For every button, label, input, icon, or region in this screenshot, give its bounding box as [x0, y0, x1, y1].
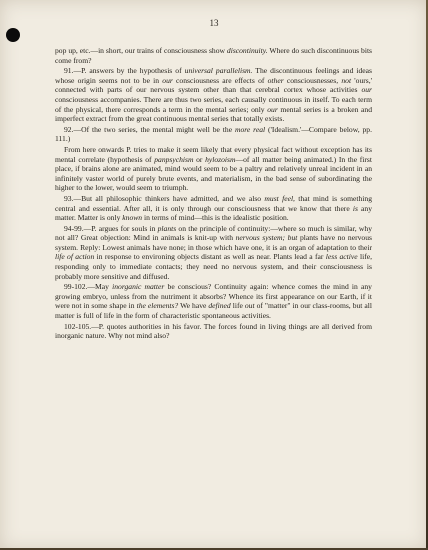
italic-text: known: [122, 213, 143, 223]
italic-text: hylozoism: [205, 154, 236, 164]
italic-text: is: [352, 203, 358, 213]
paragraph: [55, 224, 372, 282]
text-run: in response to environing objects distant as well as near. Plants lead a far: [94, 252, 326, 262]
italic-text: other: [267, 75, 284, 85]
text-run: Where do such discontinuous bits come from?: [55, 46, 373, 65]
italic-text: must feel,: [264, 193, 295, 203]
italic-text: less active: [325, 252, 358, 262]
text-run: any matter. Matter is only: [55, 203, 372, 223]
text-run: consciousness accompanies. There are thus two series, each causally continuous in itself. To each term of the physical, there corresponds a term in the mental series; only: [55, 94, 372, 114]
italic-text: nervous system; but: [235, 233, 298, 243]
italic-text: life of action: [55, 252, 95, 262]
paragraph: [55, 66, 372, 124]
paragraph: [55, 322, 372, 341]
text-run: consciousnesses,: [283, 75, 342, 85]
text-run: on the principle of continuity:—where so much is similar, why not all? Great objection: Mind in animals is knit-up with: [55, 223, 372, 243]
text-run: of "matter" in our class-rooms, but all matter is full of life in the form of characteristic spontaneous activities.: [55, 301, 372, 321]
italic-text: not: [341, 75, 352, 85]
paragraph: [55, 282, 372, 320]
text-run: 93.—But all philosophic thinkers have admitted, and we also: [64, 193, 265, 203]
paragraph: [55, 145, 372, 193]
italic-text: discontinuity.: [226, 46, 268, 55]
italic-text: plants: [157, 223, 177, 233]
body-text: [55, 46, 372, 342]
paragraph: [55, 46, 372, 65]
text-run: consciousness are effects of: [172, 75, 268, 85]
italic-text: our: [162, 75, 173, 85]
paragraph: [55, 194, 372, 223]
italic-text: inorganic matter: [112, 282, 165, 292]
italic-text: panpsychism: [154, 154, 194, 164]
italic-text: more real: [234, 124, 266, 134]
text-run: 91.—P. answers by the hypothesis of: [64, 66, 185, 76]
paragraph: [55, 125, 372, 144]
text-run: life: [230, 301, 245, 311]
binding-hole: [6, 28, 20, 42]
italic-text: out: [244, 301, 255, 311]
text-run: 92.—Of the two series, the mental might well be the: [64, 124, 235, 134]
text-run: ('Idealism.'—Compare below, pp. 111.): [55, 124, 372, 144]
italic-text: the elements?: [136, 301, 179, 311]
text-run: in terms of mind—this is the idealistic position.: [142, 213, 289, 223]
text-run: mental series is a broken and imperfect extract from the great continuous mental series that totally exists.: [55, 104, 372, 124]
text-run: —of all matter being animated.) In the first place, if brains alone are animated, mind would seem to be a paltry and relatively unreal incident in an infinitely vaster world of purely brute events, and materialism, in the bad sense of subordinating the higher to the lower, would seem to triumph.: [55, 154, 372, 193]
italic-text: defined: [208, 301, 231, 311]
italic-text: our: [267, 104, 278, 114]
text-run: plants have no nervous system. Reply: Lowest animals have none; in those which have one, it is an organ of adaptation to their: [55, 233, 372, 252]
page-number: 13: [209, 18, 219, 28]
text-run: that mind is something central and essential. After all, it is only through our consciousness that we know that there: [55, 193, 373, 213]
text-run: The discontinuous feelings and ideas whose origin seems not to be in: [55, 66, 372, 85]
text-run: 94-99.—P. argues for souls in: [64, 223, 158, 233]
text-run: We have: [178, 301, 209, 311]
text-run: or: [193, 154, 206, 164]
text-run: 'ours,' connected with parts of our nervous system other than that cerebral cortex whose activities: [55, 75, 372, 95]
text-run: be conscious? Continuity again: whence comes the mind in any growing embryo, unless from the nutriment it absorbs? Whence its first appearance on our Earth, if it were not in some shape in: [55, 282, 372, 311]
text-run: 99-102.—May: [64, 282, 113, 292]
text-run: 102-105.—P. quotes authorities in his favor. The forces found in living things are all derived from inorganic nature. Why not mind also?: [55, 321, 372, 341]
italic-text: our: [361, 85, 372, 95]
text-run: life, responding only to immediate contacts; they need no nervous system, and their consciousness is probably more sensitive and diffused.: [55, 252, 373, 281]
text-run: From here onwards P. tries to make it seem likely that every physical fact without exception has its mental correlate (hypothesis of: [55, 144, 372, 164]
text-run: pop up, etc.—in short, our trains of consciousness show: [55, 46, 227, 55]
italic-text: universal parallelism.: [184, 66, 253, 76]
